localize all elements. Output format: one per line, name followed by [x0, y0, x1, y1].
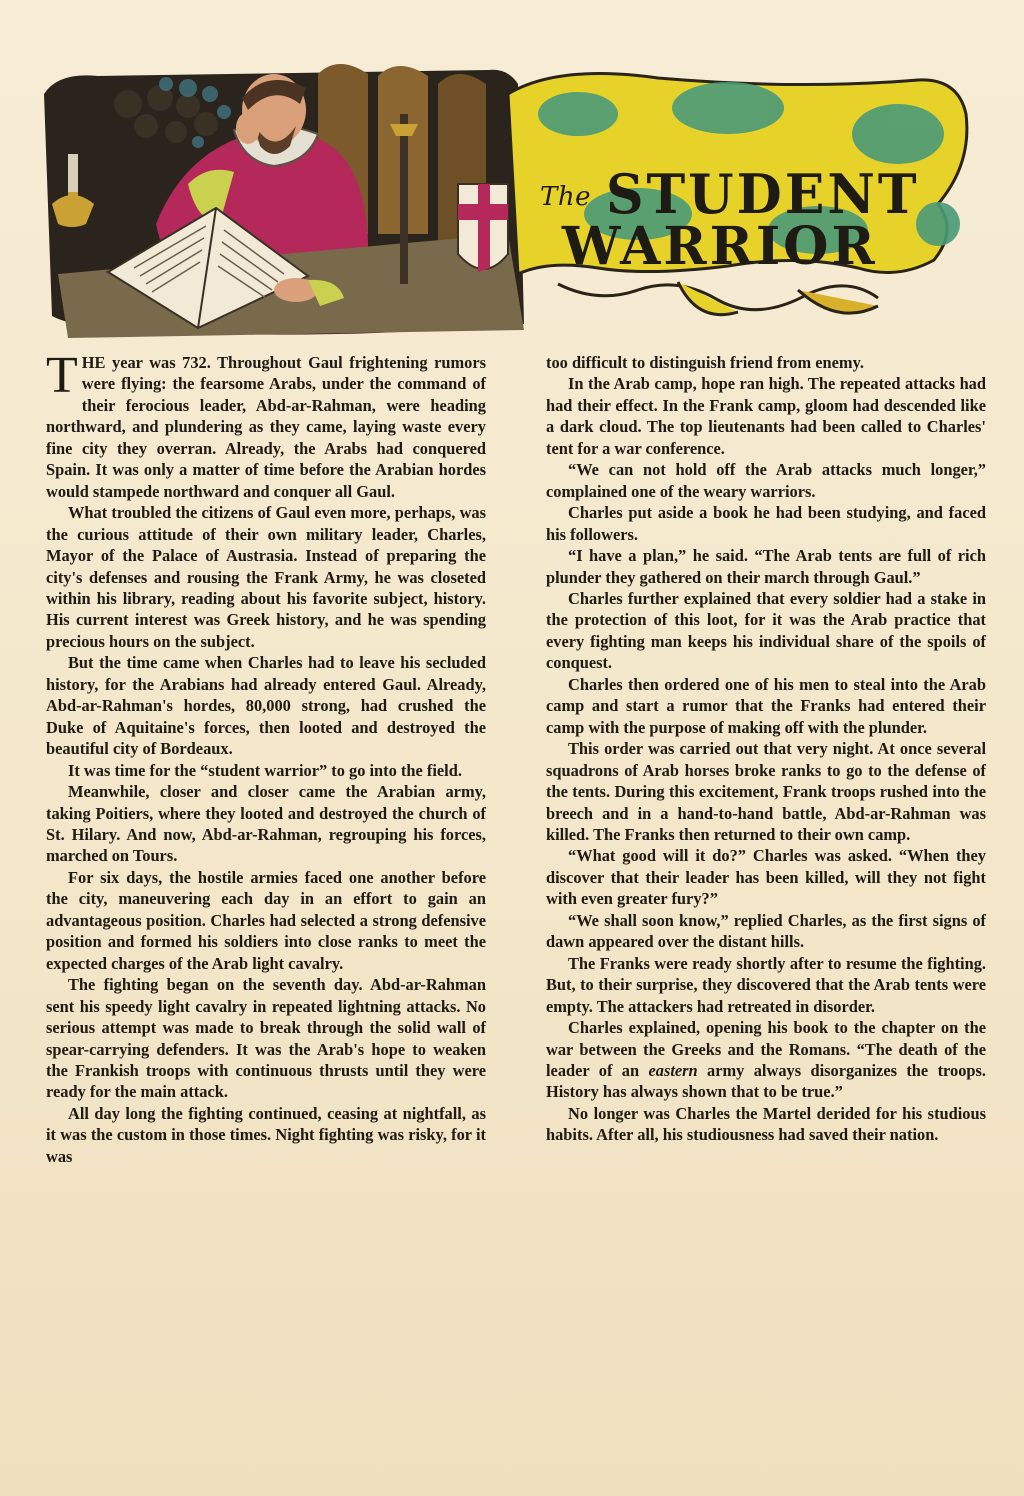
title-prefix: The [540, 182, 591, 212]
title-line-warrior: WARRIOR [562, 216, 878, 277]
emphasis-text: eastern [648, 1060, 698, 1080]
article-paragraph [46, 347, 486, 502]
article-paragraph: What troubled the citizens of Gaul even more, perhaps, was the curious attitude of their own military leader, Charles, Mayor of the Palace of Austrasia. Instead of preparing the city's defenses and rousing the Frank Army, he was closeted within his library, reading about his favorite subject, history. His current interest was Greek history, and he was spending precious hours on the subject. [46, 503, 486, 651]
article-column-left [46, 347, 486, 1442]
article-paragraph: too difficult to distinguish friend from enemy. [546, 353, 864, 372]
article-paragraph: Charles put aside a book he had been studying, and faced his followers. [546, 503, 986, 544]
header-illustration [38, 54, 1004, 338]
article-paragraph: Charles further explained that every soldier had a stake in the protection of this loot, for it was the Arab practice that every fighting man keeps his individual share of the spoils of conquest. [546, 588, 986, 673]
article-paragraph: All day long the fighting continued, ceasing at nightfall, as it was the custom in those times. Night fighting was risky, for it was [46, 1103, 486, 1166]
article-paragraph: For six days, the hostile armies faced one another before the city, maneuvering each day in an effort to gain an advantageous position. Charles had selected a strong defensive position and formed his soldiers into close ranks to meet the expected charges of the Arab light cavalry. [46, 867, 486, 973]
article-column-right [546, 352, 986, 1442]
article-paragraph: It was time for the “student warrior” to go into the field. [68, 760, 462, 780]
paragraph-text: Charles explained, opening his book to the chapter on the war between the Greeks and the Romans. “The death of the leader of an [546, 1018, 986, 1080]
article-paragraph: The fighting began on the seventh day. Abd-ar-Rahman sent his speedy light cavalry in repeated lightning attacks. No serious attempt was made to break through the solid wall of spear-carrying defenders. It was the Arab's hope to weaken the Frankish troops with continuous thrusts until they were ready for the main attack. [46, 975, 486, 1102]
article-paragraph: This order was carried out that very night. At once several squadrons of Arab horses broke ranks to go to the defense of the tents. During this excitement, Frank troops rushed into the breech and in a hand-to-hand battle, Abd-ar-Rahman was killed. The Franks then returned to their own camp. [546, 739, 986, 844]
paragraph-text: army always disorganizes the troops. History has always shown that to be true.” [546, 1060, 986, 1102]
article-paragraph: Charles then ordered one of his men to steal into the Arab camp and start a rumor that the Franks had entered their camp with the purpose of making off with the plunder. [546, 674, 986, 737]
article-paragraph: “I have a plan,” he said. “The Arab tents are full of rich plunder they gathered on their march through Gaul.” [546, 546, 986, 587]
article-body [46, 347, 986, 1442]
article-paragraph [546, 1017, 986, 1103]
article-paragraph: “We can not hold off the Arab attacks much longer,” complained one of the weary warriors. [546, 460, 986, 501]
article-paragraph: The Franks were ready shortly after to resume the fighting. But, to their surprise, they discovered that the Arab tents were empty. The attackers had retreated in disorder. [546, 953, 986, 1016]
article-paragraph: No longer was Charles the Martel derided for his studious habits. After all, his studiousness had saved their nation. [546, 1103, 986, 1145]
article-paragraph: But the time came when Charles had to leave his secluded history, for the Arabians had already entered Gaul. Already, Abd-ar-Rahman's hordes, 80,000 strong, had crushed the Duke of Aquitaine's forces, then looted and destroyed the beautiful city of Bordeaux. [46, 653, 486, 759]
article-paragraph: “We shall soon know,” replied Charles, as the first signs of dawn appeared over the distant hills. [546, 910, 986, 952]
drop-cap: T [46, 347, 78, 404]
title-line-student: STUDENT [606, 162, 920, 227]
title-block [538, 162, 938, 277]
article-paragraph: In the Arab camp, hope ran high. The repeated attacks had had their effect. In the Frank camp, gloom had descended like a dark cloud. The top lieutenants had been called to Charles' tent for a war conference. [546, 374, 986, 458]
paragraph-text: HE year was 732. Throughout Gaul frightening rumors were flying: the fearsome Arabs, under the command of their ferocious leader, Abd-ar-Rahman, were heading northward, and plundering as they came, laying waste every fine city they overran. Already, the Arabs had conquered Spain. It was only a matter of time before the Arabian hordes would stampede northward and conquer all Gaul. [46, 353, 486, 501]
article-paragraph: “What good will it do?” Charles was asked. “When they discover that their leader has been killed, will they not fight with even greater fury?” [546, 846, 986, 909]
article-paragraph: Meanwhile, closer and closer came the Arabian army, taking Poitiers, where they looted and destroyed the church of St. Hilary. And now, Abd-ar-Rahman, regrouping his forces, marched on Tours. [46, 782, 486, 866]
